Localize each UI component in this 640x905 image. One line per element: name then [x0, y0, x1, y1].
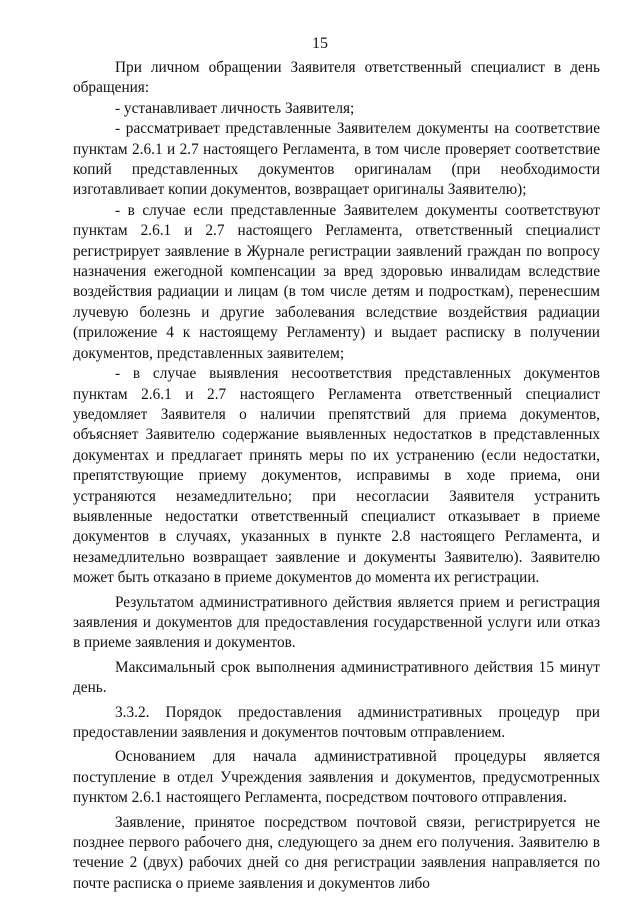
paragraph-section-3-3-2: 3.3.2. Порядок предоставления административных процедур при предоставлении заявления и документов почтовым отправлением. — [73, 703, 600, 741]
paragraph-postal: Заявление, принятое посредством почтовой связи, регистрируется не позднее первого рабочего дня, следующего за днем его получения. Заявителю в течение 2 (двух) рабочих дней со дня регистрации заявления направляется по почте расписка о приеме заявления и документов либо — [73, 813, 600, 892]
page-number: 15 — [312, 35, 328, 52]
paragraph-basis: Основанием для начала административной процедуры является поступление в отдел Учреждения заявления и документов, предусмотренных пунктом 2.6.1 настоящего Регламента, посредством почтового отправления. — [73, 748, 600, 807]
paragraph-intro: При личном обращении Заявителя ответственный специалист в день обращения: — [73, 59, 600, 97]
paragraph-nonconformity: - в случае выявления несоответствия представленных документов пунктам 2.6.1 и 2.7 настоящего Регламента ответственный специалист уведомляет Заявителя о наличии препятствий для приема документов, объясняет Заявителю содержание выявленных недостатков в представленных документах и предлагает принять меры по их устранению (если недостатки, препятствующие приему документов, исправимы в ходе приема, они устраняются незамедлительно; при несогласии Заявителя устранить выявленные недостатки ответственный специалист отказывает в приеме документов в случаях, указанных в пункте 2.8 настоящего Регламента, и незамедлительно возвращает заявление и документы Заявителю). Заявителю может быть отказано в приеме документов до момента их регистрации. — [73, 365, 600, 587]
paragraph-registration: - в случае если представленные Заявителем документы соответствуют пунктам 2.6.1 и 2.7 настоящего Регламента, ответственный специалист регистрирует заявление в Журнале регистрации заявлений граждан по вопросу назначения ежегодной компенсации за вред здоровью инвалидам вследствие воздействия радиации и лицам (в том числе детям и подросткам), перенесшим лучевую болезнь и другие заболевания вследствие воздействия радиации (приложение 4 к настоящему Регламенту) и выдает расписку в получении документов, представленных заявителем; — [73, 201, 600, 362]
paragraph-review: - рассматривает представленные Заявителем документы на соответствие пунктам 2.6.1 и 2.7 настоящего Регламента, в том числе проверяет соответствие копий представленных документов оригиналам (при необходимости изготавливает копии документов, возвращает оригиналы Заявителю); — [73, 120, 600, 199]
paragraph-result: Результатом административного действия является прием и регистрация заявления и документов для предоставления государственной услуги или отказ в приеме заявления и документов. — [73, 593, 600, 652]
document-body — [73, 58, 600, 894]
paragraph-max-time: Максимальный срок выполнения административного действия 15 минут день. — [73, 658, 600, 697]
paragraph-identity: - устанавливает личность Заявителя; — [115, 99, 355, 117]
